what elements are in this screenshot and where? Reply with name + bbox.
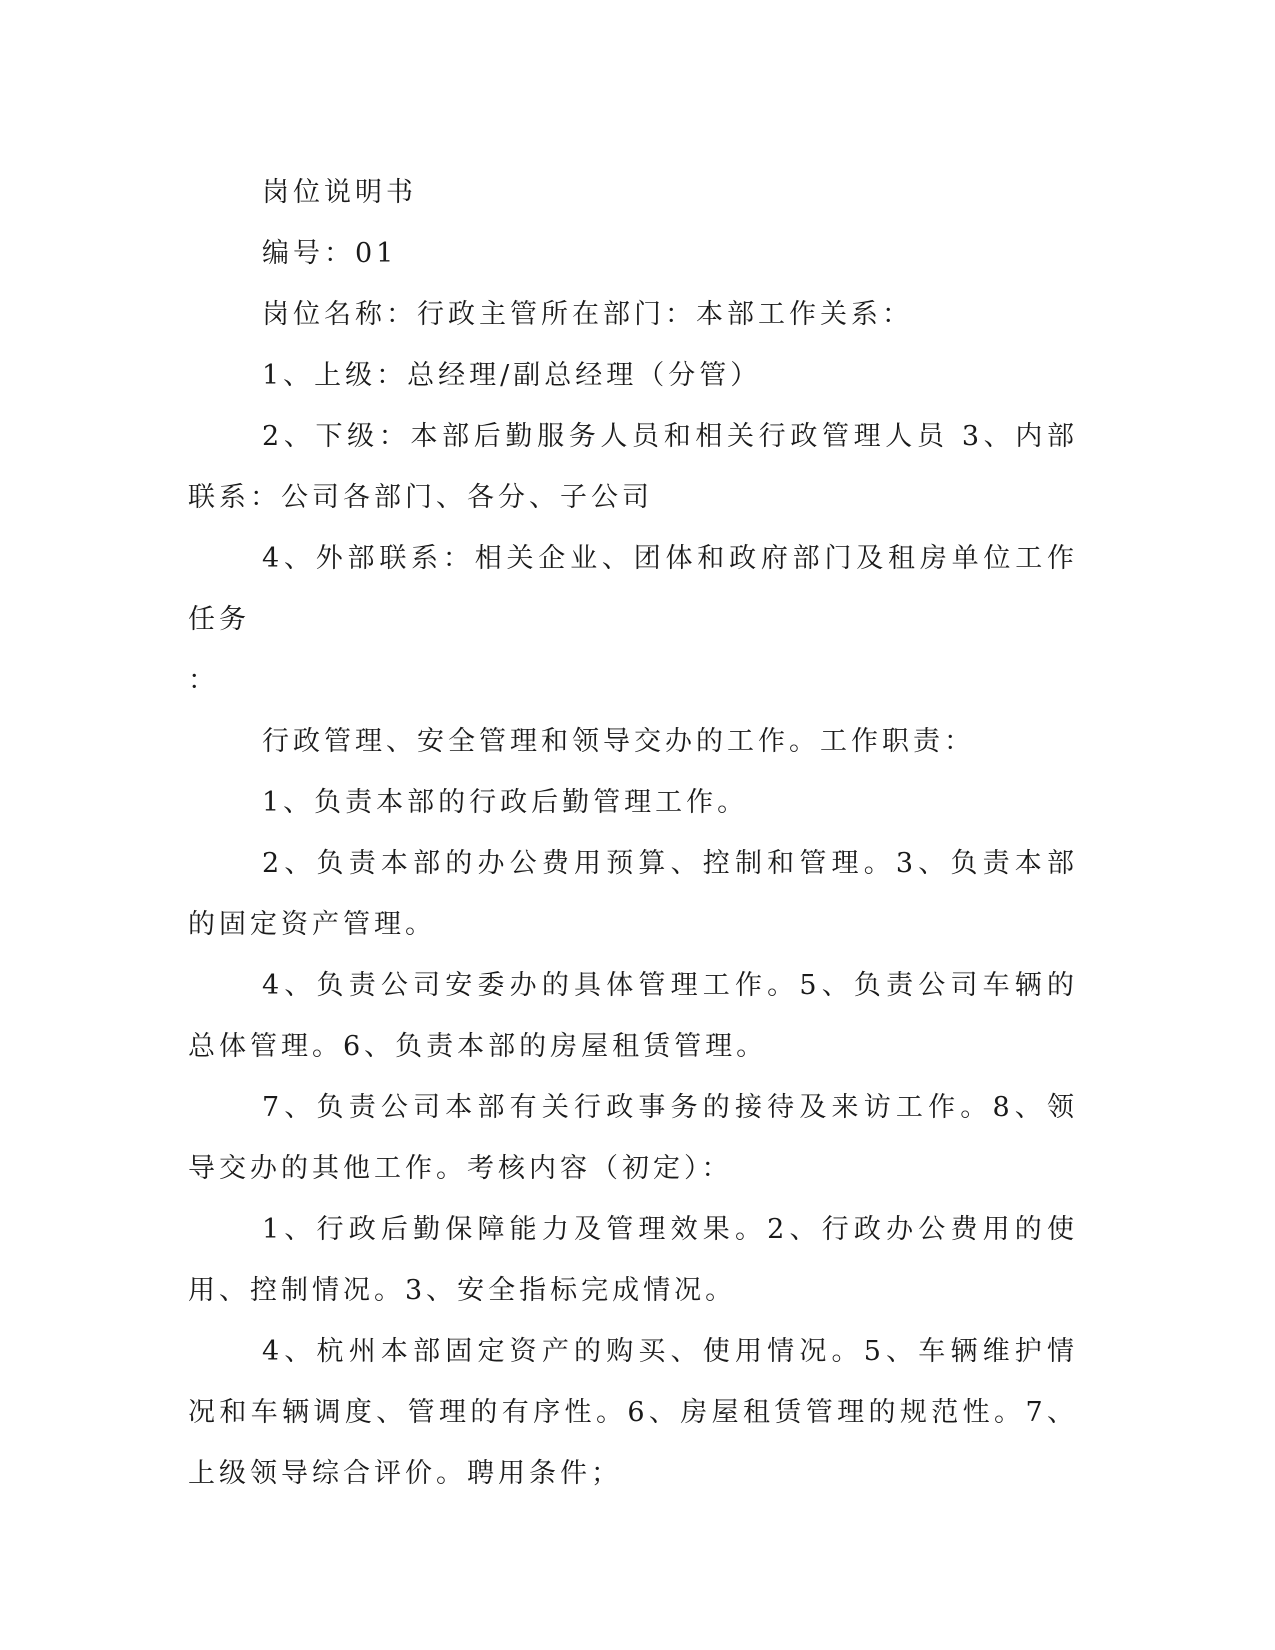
duty-item: 4、负责公司安委办的具体管理工作。5、负责公司车辆的总体管理。6、负责本部的房屋租赁管理。	[188, 970, 1078, 1062]
relation-superior: 1、上级：总经理/副总经理（分管）	[262, 360, 762, 391]
orphan-colon: ：	[188, 665, 219, 696]
position-name: 岗位名称：行政主管所在部门：本部工作关系：	[262, 299, 913, 330]
tasks-summary: 行政管理、安全管理和领导交办的工作。工作职责：	[262, 726, 975, 757]
relation-subordinate: 2、下级：本部后勤服务人员和相关行政管理人员 3、内部联系：公司各部门、各分、子公司	[188, 421, 1078, 513]
duty-item: 7、负责公司本部有关行政事务的接待及来访工作。8、领导交办的其他工作。考核内容（初定）：	[188, 1092, 1078, 1184]
document-body	[188, 162, 1078, 1504]
duty-item: 1、负责本部的行政后勤管理工作。	[262, 787, 749, 818]
relation-external: 4、外部联系：相关企业、团体和政府部门及租房单位工作任务	[188, 543, 1078, 635]
duty-item: 2、负责本部的办公费用预算、控制和管理。3、负责本部的固定资产管理。	[188, 848, 1078, 940]
assessment-item: 4、杭州本部固定资产的购买、使用情况。5、车辆维护情况和车辆调度、管理的有序性。6、房屋租赁管理的规范性。7、上级领导综合评价。聘用条件；	[188, 1336, 1078, 1489]
doc-number: 编号：01	[262, 238, 398, 269]
doc-title: 岗位说明书	[262, 177, 417, 208]
assessment-item: 1、行政后勤保障能力及管理效果。2、行政办公费用的使用、控制情况。3、安全指标完成情况。	[188, 1214, 1078, 1306]
